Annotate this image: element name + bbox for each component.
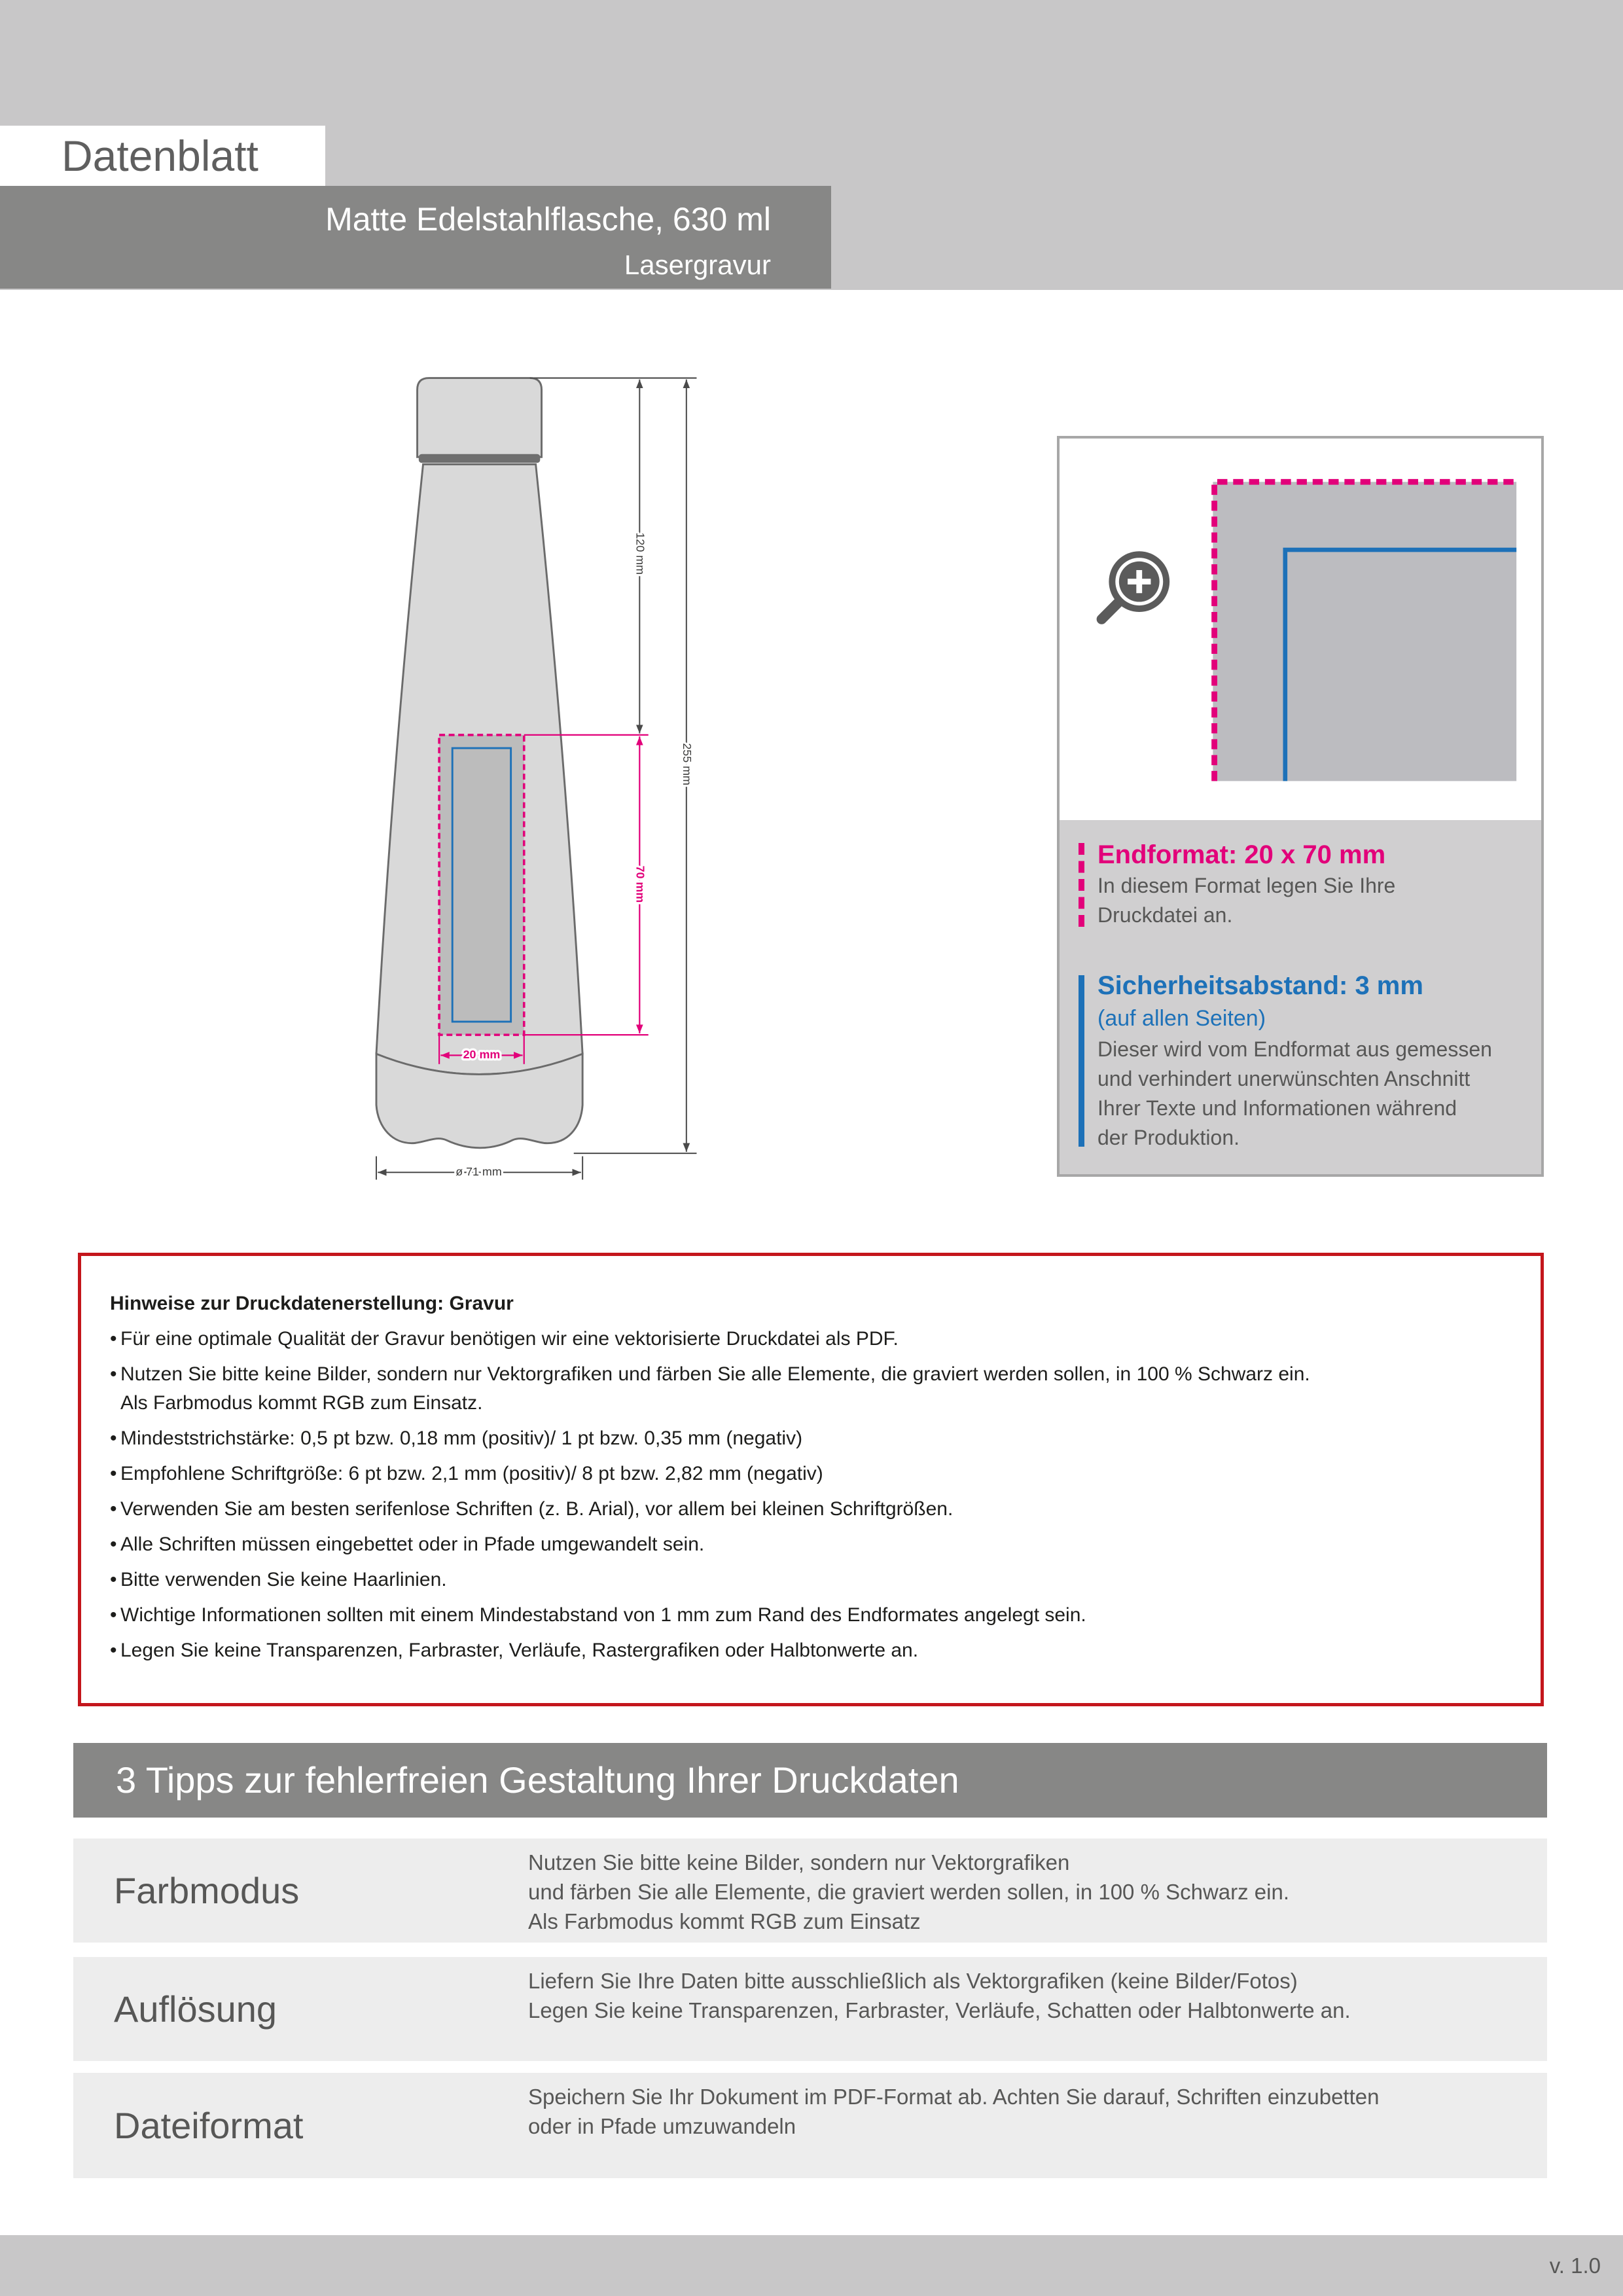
note-text: Wichtige Informationen sollten mit einem Mindestabstand von 1 mm zum Rand des Endformates angelegt sein. — [120, 1604, 1086, 1626]
doc-type-box — [0, 126, 325, 186]
zoom-detail-graphic — [1060, 439, 1541, 820]
product-name: Matte Edelstahlflasche, 630 ml — [325, 201, 771, 238]
safety-subtitle: (auf allen Seiten) — [1097, 1006, 1266, 1031]
bullet: • — [110, 1427, 117, 1449]
footer-band — [0, 2235, 1623, 2296]
safety-text: Ihrer Texte und Informationen während — [1097, 1096, 1457, 1120]
bullet: • — [110, 1363, 117, 1385]
tip-line: Liefern Sie Ihre Daten bitte ausschließlich als Vektorgrafiken (keine Bilder/Fotos) — [528, 1969, 1298, 1993]
tip-label: Auflösung — [114, 1988, 277, 2030]
doc-type-title: Datenblatt — [62, 132, 259, 180]
zoom-detail-panel — [1057, 436, 1544, 1177]
tip-line: Legen Sie keine Transparenzen, Farbraster, Verläufe, Schatten oder Halbtonwerte an. — [528, 1998, 1351, 2022]
tip-description — [528, 1848, 1289, 1936]
bullet: • — [110, 1604, 117, 1626]
bullet: • — [110, 1463, 117, 1484]
bottle-technical-drawing — [351, 363, 743, 1213]
tip-line: Als Farbmodus kommt RGB zum Einsatz — [528, 1909, 921, 1933]
note-text: Verwenden Sie am besten serifenlose Schriften (z. B. Arial), vor allem bei kleinen Schriftgrößen. — [120, 1498, 954, 1520]
safety-text: Dieser wird vom Endformat aus gemessen — [1097, 1037, 1492, 1061]
note-text: Bitte verwenden Sie keine Haarlinien. — [120, 1569, 447, 1590]
label-diameter: ø 71 mm — [455, 1164, 502, 1178]
tip-row-dateiformat — [73, 2073, 1547, 2178]
note-text: Mindeststrichstärke: 0,5 pt bzw. 0,18 mm (positiv)/ 1 pt bzw. 0,35 mm (negativ) — [120, 1427, 803, 1449]
tip-line: Nutzen Sie bitte keine Bilder, sondern nur Vektorgrafiken — [528, 1850, 1070, 1874]
zoom-legend — [1060, 820, 1541, 1174]
bullet: • — [110, 1498, 117, 1520]
note-item — [110, 1566, 1541, 1594]
zoom-in-icon — [1101, 551, 1169, 619]
label-120-mm: 120 mm — [633, 532, 647, 575]
note-item — [110, 1530, 1541, 1559]
endformat-text: Druckdatei an. — [1097, 903, 1233, 927]
safety-text: der Produktion. — [1097, 1126, 1240, 1149]
zoom-print-area — [1213, 482, 1516, 781]
note-text: Nutzen Sie bitte keine Bilder, sondern nur Vektorgrafiken und färben Sie alle Elemente, die graviert werden sollen, in 100 % Schwarz ein. — [120, 1363, 1310, 1385]
print-notes-box — [78, 1253, 1544, 1706]
note-text: Legen Sie keine Transparenzen, Farbraster, Verläufe, Rastergrafiken oder Halbtonwerte an. — [120, 1640, 919, 1661]
bullet: • — [110, 1640, 117, 1661]
label-20-mm: 20 mm — [463, 1048, 501, 1062]
tip-row-farbmodus — [73, 1839, 1547, 1943]
tip-label: Dateiformat — [114, 2104, 304, 2146]
endformat-title: Endformat: 20 x 70 mm — [1097, 840, 1386, 869]
note-item — [110, 1460, 1541, 1488]
version-label: v. 1.0 — [1549, 2253, 1601, 2278]
notes-title: Hinweise zur Druckdatenerstellung: Gravur — [110, 1293, 514, 1314]
note-continuation: Als Farbmodus kommt RGB zum Einsatz. — [120, 1392, 483, 1414]
label-255-mm: 255 mm — [681, 743, 694, 785]
product-title-band — [0, 186, 831, 289]
endformat-marker — [1079, 843, 1084, 927]
tip-description — [528, 1966, 1351, 2025]
note-text: Empfohlene Schriftgröße: 6 pt bzw. 2,1 mm (positiv)/ 8 pt bzw. 2,82 mm (negativ) — [120, 1463, 823, 1484]
note-item — [110, 1325, 1541, 1354]
tip-line: und färben Sie alle Elemente, die graviert werden sollen, in 100 % Schwarz ein. — [528, 1880, 1289, 1904]
safety-title: Sicherheitsabstand: 3 mm — [1097, 971, 1423, 1000]
bullet: • — [110, 1328, 117, 1350]
print-area — [439, 735, 524, 1035]
process-name: Lasergravur — [624, 249, 771, 280]
note-item — [110, 1636, 1541, 1665]
tip-label: Farbmodus — [114, 1869, 300, 1911]
bottle-neck-ring — [419, 454, 541, 463]
tip-line: oder in Pfade umzuwandeln — [528, 2114, 796, 2138]
bullet: • — [110, 1569, 117, 1590]
bottle-cap — [418, 378, 542, 457]
note-item — [110, 1601, 1541, 1630]
tip-row-aufloesung — [73, 1957, 1547, 2061]
label-70-mm: 70 mm — [633, 865, 647, 903]
note-text: Alle Schriften müssen eingebettet oder in Pfade umgewandelt sein. — [120, 1534, 705, 1555]
note-item — [110, 1495, 1541, 1524]
endformat-legend — [1097, 838, 1395, 930]
safety-text: und verhindert unerwünschten Anschnitt — [1097, 1067, 1471, 1090]
tips-title: 3 Tipps zur fehlerfreien Gestaltung Ihrer Druckdaten — [116, 1759, 959, 1801]
zoom-detail-view — [1060, 439, 1541, 820]
note-item — [110, 1360, 1541, 1418]
safety-marker — [1079, 975, 1084, 1147]
safety-legend — [1097, 969, 1492, 1153]
tips-header — [73, 1743, 1547, 1818]
bullet: • — [110, 1534, 117, 1555]
endformat-text: In diesem Format legen Sie Ihre — [1097, 874, 1396, 897]
note-text: Für eine optimale Qualität der Gravur benötigen wir eine vektorisierte Druckdatei als PDF. — [120, 1328, 899, 1350]
note-item — [110, 1424, 1541, 1453]
tip-description — [528, 2082, 1379, 2141]
tip-line: Speichern Sie Ihr Dokument im PDF-Format ab. Achten Sie darauf, Schriften einzubetten — [528, 2085, 1380, 2109]
